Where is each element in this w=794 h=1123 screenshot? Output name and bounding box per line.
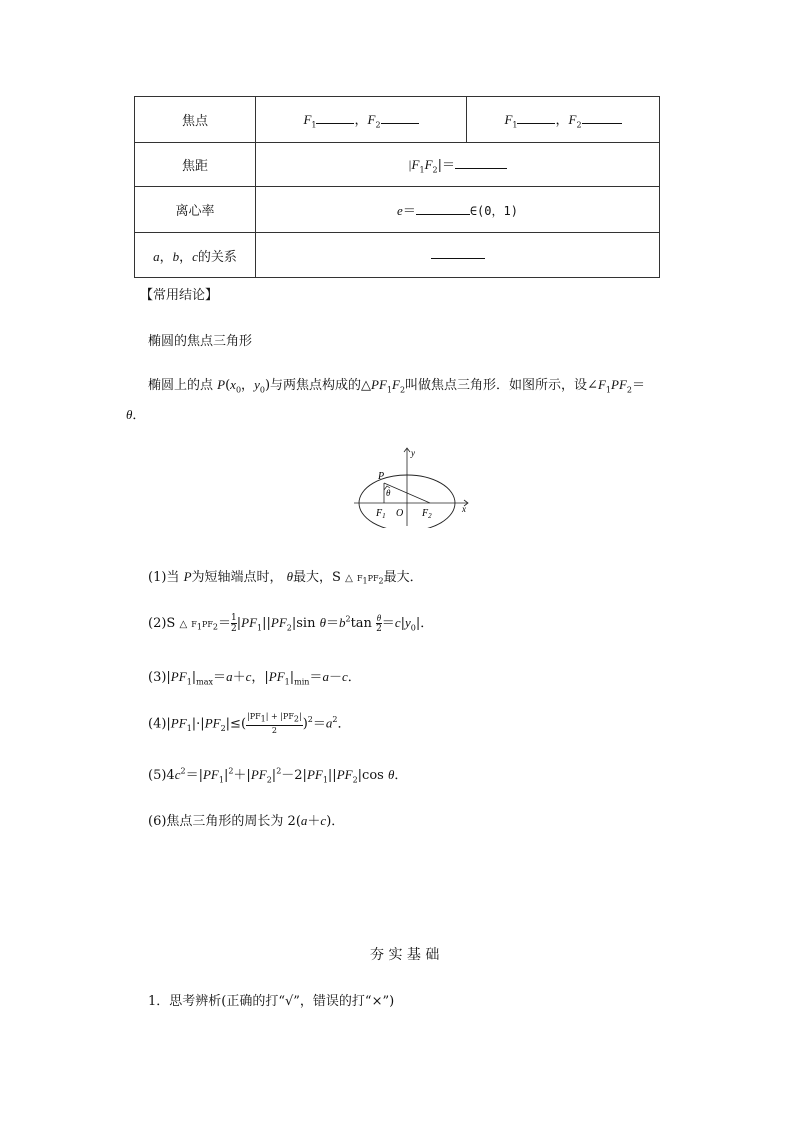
focus-cell-right: $F_1$ ，$F_2$	[467, 97, 660, 143]
blank	[582, 112, 622, 124]
table-row-focal-distance	[135, 143, 660, 187]
intro-line-2: θ．	[126, 407, 146, 423]
y-axis-label: y	[411, 448, 415, 458]
blank	[416, 203, 470, 215]
ellipse-properties-table	[134, 96, 660, 278]
conclusion-item-3: $(3)|PF_1|_{max}=a+c$，$|PF_1|_{min}=a-c$．	[148, 669, 361, 687]
blank	[316, 112, 354, 124]
blank	[455, 157, 507, 169]
theta-label: θ	[386, 488, 391, 498]
eccentricity-cell: e＝ ∈(0，1)	[256, 187, 660, 233]
f2-label: $F_2$	[422, 508, 432, 520]
focus-cell-left: $F_1$ ，$F_2$	[256, 97, 467, 143]
table-row-focus	[135, 97, 660, 143]
conclusion-item-2: (2)S △ $F_1PF_2=$ $\frac{1}{2}$ $|PF_1||PF_2|\sin$ $\theta=b^2\tan$ $\frac{\theta}{2}$ $=c|y_0|$．	[148, 613, 434, 634]
row-label-abc: a，b，c的关系	[135, 233, 256, 278]
conclusion-item-6: (6)焦点三角形的周长为 2(a＋c)．	[148, 813, 345, 829]
abc-relation-cell	[256, 233, 660, 278]
table-row-eccentricity	[135, 187, 660, 233]
point-p-label: P	[378, 471, 385, 482]
f1-label: $F_1$	[376, 508, 386, 520]
table-row-abc	[135, 233, 660, 278]
conclusion-item-1: (1)当 P为短轴端点时， θ最大，S △ $F_1PF_2$最大．	[148, 569, 423, 586]
row-label: 离心率	[135, 187, 256, 233]
row-label: 焦距	[135, 143, 256, 187]
origin-label: O	[396, 508, 404, 519]
ellipse-figure	[350, 446, 475, 528]
blank	[381, 112, 419, 124]
focal-distance-cell: $|F_1F_2|=$	[256, 143, 660, 187]
section-heading-foundation: 夯 实 基 础	[370, 947, 440, 963]
subtitle: 椭圆的焦点三角形	[148, 334, 253, 349]
conclusion-item-4: $(4)|PF_1|\cdot|PF_2|\le$( $\frac{|PF_1| + |PF_2|}{2}$ )$^2=a^2$．	[148, 712, 351, 735]
blank	[431, 247, 485, 259]
x-axis-label: x	[462, 504, 466, 514]
section-title: 【常用结论】	[140, 288, 219, 303]
intro-line-1: 椭圆上的点 $P(x_0$，$y_0$)与两焦点构成的$\triangle PF_1F_2$叫做焦点三角形．如图所示，设$\angle F_1PF_2=$	[148, 377, 645, 395]
conclusion-item-5: $(5)4c^2=|PF_1|^2+|PF_2|^2-2|PF_1||PF_2|\cos$ θ．	[148, 766, 408, 785]
blank	[517, 112, 555, 124]
row-label: 焦点	[135, 97, 256, 143]
question-1: 1．思考辨析(正确的打“√”，错误的打“×”)	[148, 994, 395, 1009]
